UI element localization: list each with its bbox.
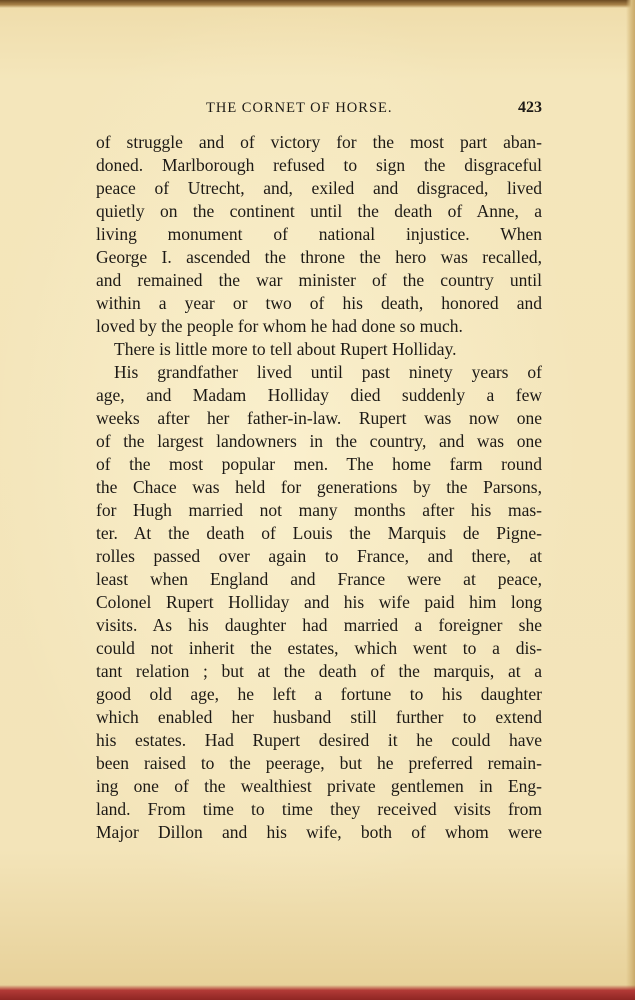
text-line: quietly on the continent until the death of Anne, a (96, 201, 542, 221)
text-line: Major Dillon and his wife, both of whom were (96, 822, 542, 842)
running-title: THE CORNET OF HORSE. (206, 100, 393, 116)
page-top-edge (0, 0, 635, 8)
text-line: There is little more to tell about Rupert Holliday. (114, 339, 457, 359)
text-line: could not inherit the estates, which went to a dis- (96, 638, 542, 658)
text-line: the Chace was held for generations by the Parsons, (96, 477, 542, 497)
text-line: good old age, he left a fortune to his daughter (96, 684, 542, 704)
text-line: tant relation ; but at the death of the marquis, at a (96, 661, 542, 681)
text-line: least when England and France were at peace, (96, 569, 542, 589)
text-line: loved by the people for whom he had done so much. (96, 316, 463, 336)
page-right-edge (626, 0, 635, 1000)
text-line: Colonel Rupert Holliday and his wife paid him long (96, 592, 542, 612)
text-line: of struggle and of victory for the most part aban- (96, 132, 542, 152)
page-number: 423 (518, 99, 542, 116)
text-line: of the largest landowners in the country, and was one (96, 431, 542, 451)
text-line: of the most popular men. The home farm round (96, 454, 542, 474)
text-line: been raised to the peerage, but he preferred remain- (96, 753, 542, 773)
text-line: living monument of national injustice. When (96, 224, 542, 244)
text-line: ter. At the death of Louis the Marquis de Pigne- (96, 523, 542, 543)
text-line: within a year or two of his death, honored and (96, 293, 542, 313)
text-line: age, and Madam Holliday died suddenly a few (96, 385, 542, 405)
text-line: weeks after her father-in-law. Rupert was now one (96, 408, 542, 428)
page-bottom-edge (0, 985, 635, 1000)
text-line: His grandfather lived until past ninety years of (114, 362, 542, 382)
text-line: and remained the war minister of the country until (96, 270, 542, 290)
text-line: doned. Marlborough refused to sign the disgraceful (96, 155, 542, 175)
body-text (96, 131, 542, 844)
text-line: peace of Utrecht, and, exiled and disgraced, lived (96, 178, 542, 198)
text-line: land. From time to time they received visits from (96, 799, 542, 819)
text-line: for Hugh married not many months after his mas- (96, 500, 542, 520)
text-line: his estates. Had Rupert desired it he could have (96, 730, 542, 750)
text-line: which enabled her husband still further to extend (96, 707, 542, 727)
text-line: visits. As his daughter had married a foreigner she (96, 615, 542, 635)
text-line: rolles passed over again to France, and there, at (96, 546, 542, 566)
text-line: George I. ascended the throne the hero was recalled, (96, 247, 542, 267)
text-line: ing one of the wealthiest private gentlemen in Eng- (96, 776, 542, 796)
running-head (96, 100, 542, 122)
